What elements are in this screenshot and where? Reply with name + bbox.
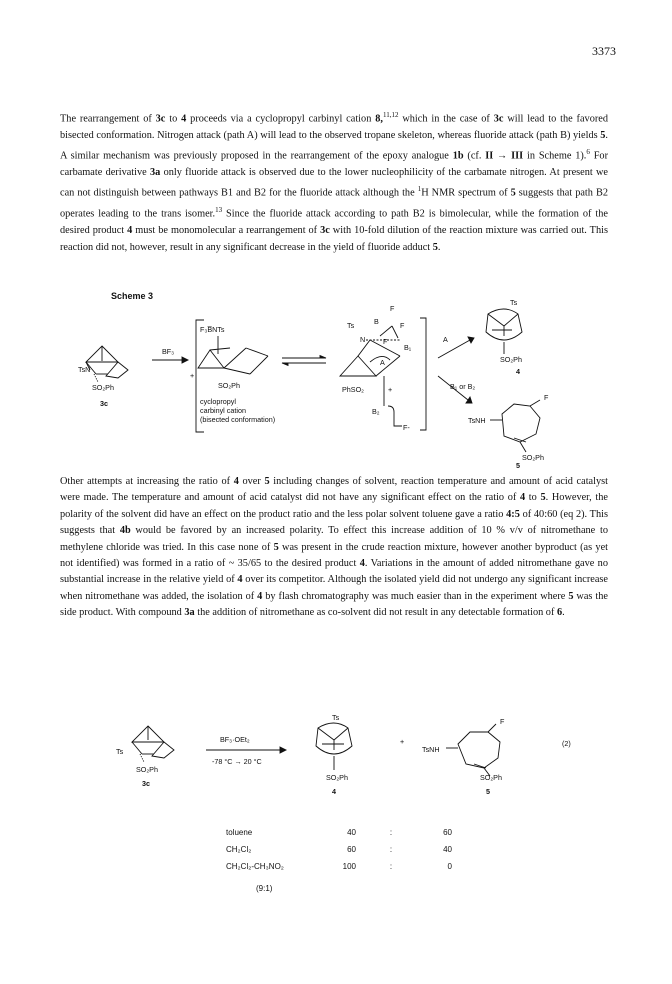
compound-3c-label: 3c: [100, 399, 108, 408]
complex-label: F₃B̅NTs: [200, 325, 225, 334]
ratio-table: [222, 828, 456, 879]
so2ph-label-5: SO₂Ph: [522, 453, 544, 462]
ratio-sep: :: [389, 862, 393, 871]
so2ph-label-3c-eq: SO₂Ph: [136, 765, 158, 774]
compound-3c-eq-label: 3c: [142, 779, 150, 788]
page-number: 3373: [592, 44, 616, 58]
ratio-solvent: CH₂Cl₂: [226, 845, 252, 854]
bisected-cation-structure: [340, 326, 402, 426]
cation-caption-2: carbinyl cation: [200, 406, 246, 415]
path-b-label: B₁ or B₂: [450, 382, 476, 391]
ratio-4: 40: [347, 828, 356, 837]
so2ph-label-cation: SO₂Ph: [218, 381, 240, 390]
scheme-3-diagram: [70, 296, 610, 470]
compound-3c-structure: [86, 346, 128, 382]
ratio-4: 60: [347, 845, 356, 854]
nitrogen-label: N: [360, 335, 366, 344]
boron-label: B: [374, 317, 379, 326]
compound-3c-eq-structure: [132, 726, 174, 762]
ts-n-label-eq: Ts: [116, 747, 124, 756]
ratio-sep: :: [389, 828, 393, 837]
scheme-label: Scheme 3: [111, 291, 154, 301]
plus-charge: +: [190, 371, 195, 380]
ratio-row: [222, 828, 456, 845]
path-b1-label: B₁: [404, 343, 412, 352]
so2ph-label-5-eq: SO₂Ph: [480, 773, 502, 782]
ts-label-complex: Ts: [347, 321, 355, 330]
ratio-sep: :: [389, 845, 393, 854]
fluorine-label-5: F: [544, 393, 549, 402]
fluorine-label-mid: F: [383, 337, 388, 346]
conditions-label: -78 °C → 20 °C: [212, 757, 262, 766]
ratio-solvent: toluene: [226, 828, 253, 837]
ratio-4: 100: [342, 862, 356, 871]
ts-label-4-eq: Ts: [332, 713, 340, 722]
paragraph-2: Other attempts at increasing the ratio of 4 over 5 including changes of solvent, reaction temperature and amount of acid catalyst were made. The temperature and amount of acid catalyst did not have any significant effect on the ratio of 4 to 5. However, the polarity of the solvent did have an effect on the product ratio and the less polar solvent toluene gave a ratio 4:5 of 40:60 (eq 2). This suggests that 4b would be favored by an increased polarity. To effect this increase addition of 10 % v/v of nitromethane to methylene chloride was tried. In this case none of 5 was present in the crude reaction mixture, however another byproduct (as yet not identified) was formed in a ratio of ~ 35/65 to the desired product 4. Variations in the amount of added nitromethane gave no substantial increase in the relative yield of 4 over its competitor. Although the isolated yield did not undergo any significant increase when nitromethane was added, the isolation of 4 by flash chromatography was much easier than in the experiment where 5 was the side product. With compound 3a the addition of nitromethane as co-solvent did not result in any detectable formation of 6.: [60, 476, 609, 619]
compound-4-label: 4: [516, 367, 520, 376]
compound-4-eq-structure: [316, 723, 352, 770]
cation-caption-3: (bisected conformation): [200, 415, 276, 424]
bracket-right: [420, 318, 426, 430]
ratio-5: 60: [443, 828, 452, 837]
compound-5-eq-structure: [446, 724, 500, 776]
paragraph-1: The rearrangement of 3c to 4 proceeds via a cyclopropyl carbinyl cation 8,$^{11,12}$ which in the case of 3c will lead to the favored bisected conformation. Nitrogen attack (path A) will lead to the observed tropane skeleton, whereas fluoride attack (path B) yields 5. A similar mechanism was previously proposed in the rearrangement of the epoxy analogue 1b (cf. II → III in Scheme 1).$^6$ For carbamate derivative 3a only fluoride attack is observed due to the lower nucleophilicity of the carbamate nitrogen. At present we can not distinguish between pathways B1 and B2 for the fluoride attack although the $^1$H NMR spectrum of 5 suggests that path B2 operates leading to the trans isomer.$^{13}$ Since the fluoride attack according to path B2 is bimolecular, while the formation of the desired product 4 must be monomolecular a rearrangement of 3c with 10-fold dilution of the reaction mixture was carried out. This reaction did not, however, result in any significant decrease in the yield of fluoride adduct 5.: [60, 111, 609, 253]
ratio-note: (9:1): [256, 884, 273, 893]
plus-charge-complex: +: [388, 385, 393, 394]
phso2-label: PhSO₂: [342, 385, 364, 394]
tsnh-label-5-eq: TsNH: [422, 745, 440, 754]
ts-label-4: Ts: [510, 298, 518, 307]
so2ph-label-3c: SO₂Ph: [92, 383, 114, 392]
tsn-label: TsN: [78, 365, 91, 374]
compound-5-structure: [490, 400, 540, 452]
equation-number: (2): [562, 739, 571, 748]
compound-4-eq-label: 4: [332, 787, 336, 796]
path-b2-label: B₂: [372, 407, 380, 416]
path-a-inner-label: A: [380, 358, 385, 367]
fluorine-label-right: F: [400, 321, 405, 330]
ratio-5: 0: [447, 862, 452, 871]
so2ph-label-4-eq: SO₂Ph: [326, 773, 348, 782]
cation-caption-1: cyclopropyl: [200, 397, 236, 406]
so2ph-label-4: SO₂Ph: [500, 355, 522, 364]
bf3-label: BF₃: [162, 347, 175, 356]
tsnh-label-5: TsNH: [468, 416, 486, 425]
plus-sign: +: [400, 737, 405, 746]
path-a-label: A: [443, 335, 448, 344]
compound-4-structure: [486, 309, 522, 354]
compound-5-eq-label: 5: [486, 787, 490, 796]
cation-structure: [198, 348, 268, 374]
ratio-solvent: CH₂Cl₂-CH₃NO₂: [226, 862, 284, 871]
reagent-label: BF₃·OEt₂: [220, 735, 250, 744]
equation-2-diagram: [100, 714, 600, 824]
ratio-row: [222, 845, 456, 862]
ratio-5: 40: [443, 845, 452, 854]
fluorine-label-top: F: [390, 304, 395, 313]
fluoride-label: F-: [403, 423, 410, 432]
arrowhead: [182, 357, 188, 363]
fluorine-label-5-eq: F: [500, 717, 505, 726]
compound-5-label: 5: [516, 461, 520, 470]
ratio-row: [222, 862, 456, 879]
